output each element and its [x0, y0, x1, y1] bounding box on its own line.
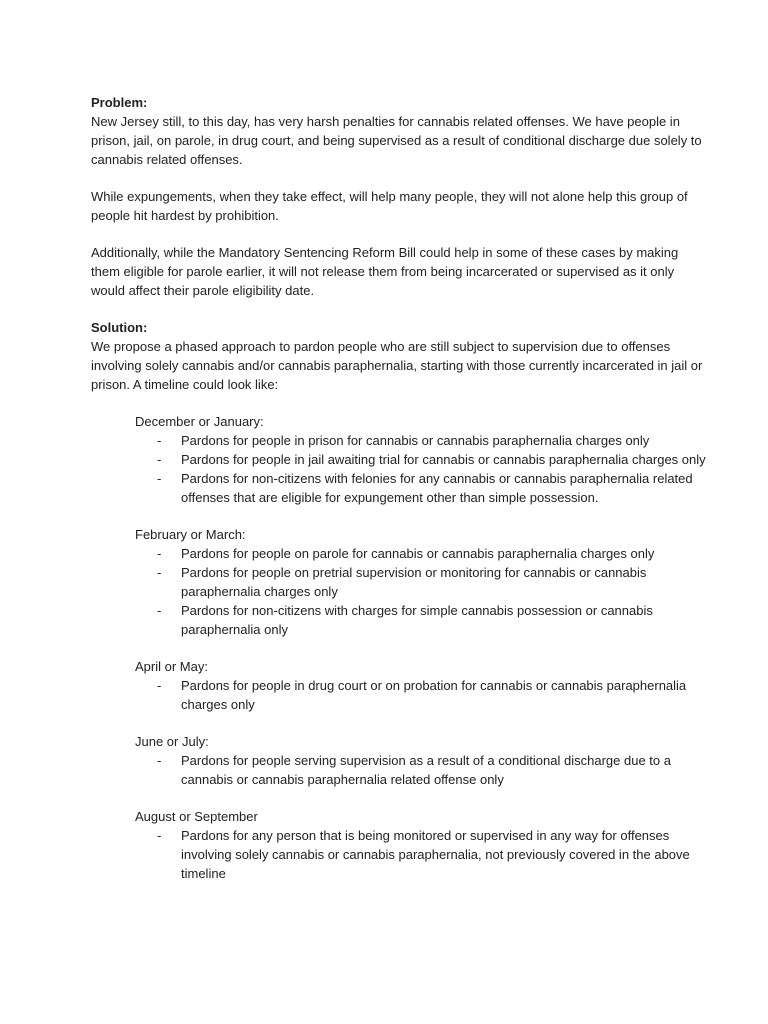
list-item-text: Pardons for non-citizens with felonies for any cannabis or cannabis paraphernalia related offenses that are eligible for expungement other than simple possession.	[181, 471, 693, 505]
solution-heading: Solution:	[91, 320, 148, 335]
problem-paragraph-2: While expungements, when they take effect, will help many people, they will not alone help this group of people hit hardest by prohibition.	[91, 189, 688, 223]
phase-label: February or March:	[135, 527, 246, 542]
phase-items	[135, 676, 708, 714]
phase-label: April or May:	[135, 659, 208, 674]
list-item	[135, 826, 708, 883]
phase-label: June or July:	[135, 734, 209, 749]
list-item	[135, 751, 708, 789]
timeline-phase	[135, 525, 708, 639]
dash-bullet: -	[157, 471, 162, 486]
dash-bullet: -	[157, 565, 162, 580]
timeline-phase	[135, 657, 708, 714]
phase-items	[135, 544, 708, 639]
dash-bullet: -	[157, 546, 162, 561]
list-item-text: Pardons for any person that is being monitored or supervised in any way for offenses involving solely cannabis or cannabis paraphernalia, not previously covered in the above timeline	[181, 828, 690, 881]
phase-items	[135, 826, 708, 883]
timeline-phase	[135, 412, 708, 507]
list-item-text: Pardons for people serving supervision as a result of a conditional discharge due to a cannabis or cannabis paraphernalia related offense only	[181, 753, 671, 787]
phase-label: December or January:	[135, 414, 264, 429]
list-item-text: Pardons for people in drug court or on probation for cannabis or cannabis paraphernalia charges only	[181, 678, 687, 712]
list-item	[135, 431, 708, 450]
list-item	[135, 544, 708, 563]
list-item	[135, 676, 708, 714]
problem-paragraph-3: Additionally, while the Mandatory Sentencing Reform Bill could help in some of these cases by making them eligible for parole earlier, it will not release them from being incarcerated or supervised as it only would affect their parole eligibility date.	[91, 245, 679, 298]
phase-label: August or September	[135, 809, 258, 824]
list-item-text: Pardons for non-citizens with charges for simple cannabis possession or cannabis paraphernalia only	[181, 603, 653, 637]
problem-paragraph-1: New Jersey still, to this day, has very harsh penalties for cannabis related offenses. We have people in prison, jail, on parole, in drug court, and being supervised as a result of conditional discharge due solely to cannabis related offenses.	[91, 114, 702, 167]
list-item	[135, 450, 708, 469]
phase-items	[135, 751, 708, 789]
list-item-text: Pardons for people on pretrial supervision or monitoring for cannabis or cannabis paraphernalia charges only	[181, 565, 647, 599]
list-item-text: Pardons for people in jail awaiting trial for cannabis or cannabis paraphernalia charges only	[181, 452, 706, 467]
dash-bullet: -	[157, 753, 162, 768]
problem-heading: Problem:	[91, 95, 148, 110]
timeline	[135, 412, 708, 883]
problem-section	[91, 93, 708, 300]
list-item	[135, 563, 708, 601]
dash-bullet: -	[157, 828, 162, 843]
list-item-text: Pardons for people on parole for cannabis or cannabis paraphernalia charges only	[181, 546, 655, 561]
timeline-phase	[135, 807, 708, 883]
solution-intro: We propose a phased approach to pardon people who are still subject to supervision due to offenses involving solely cannabis and/or cannabis paraphernalia, starting with those currently incarcerated in jail or prison. A timeline could look like:	[91, 339, 703, 392]
dash-bullet: -	[157, 452, 162, 467]
list-item-text: Pardons for people in prison for cannabis or cannabis paraphernalia charges only	[181, 433, 650, 448]
solution-section	[91, 318, 708, 883]
list-item	[135, 601, 708, 639]
timeline-phase	[135, 732, 708, 789]
phase-items	[135, 431, 708, 507]
dash-bullet: -	[157, 678, 162, 693]
dash-bullet: -	[157, 433, 162, 448]
list-item	[135, 469, 708, 507]
dash-bullet: -	[157, 603, 162, 618]
